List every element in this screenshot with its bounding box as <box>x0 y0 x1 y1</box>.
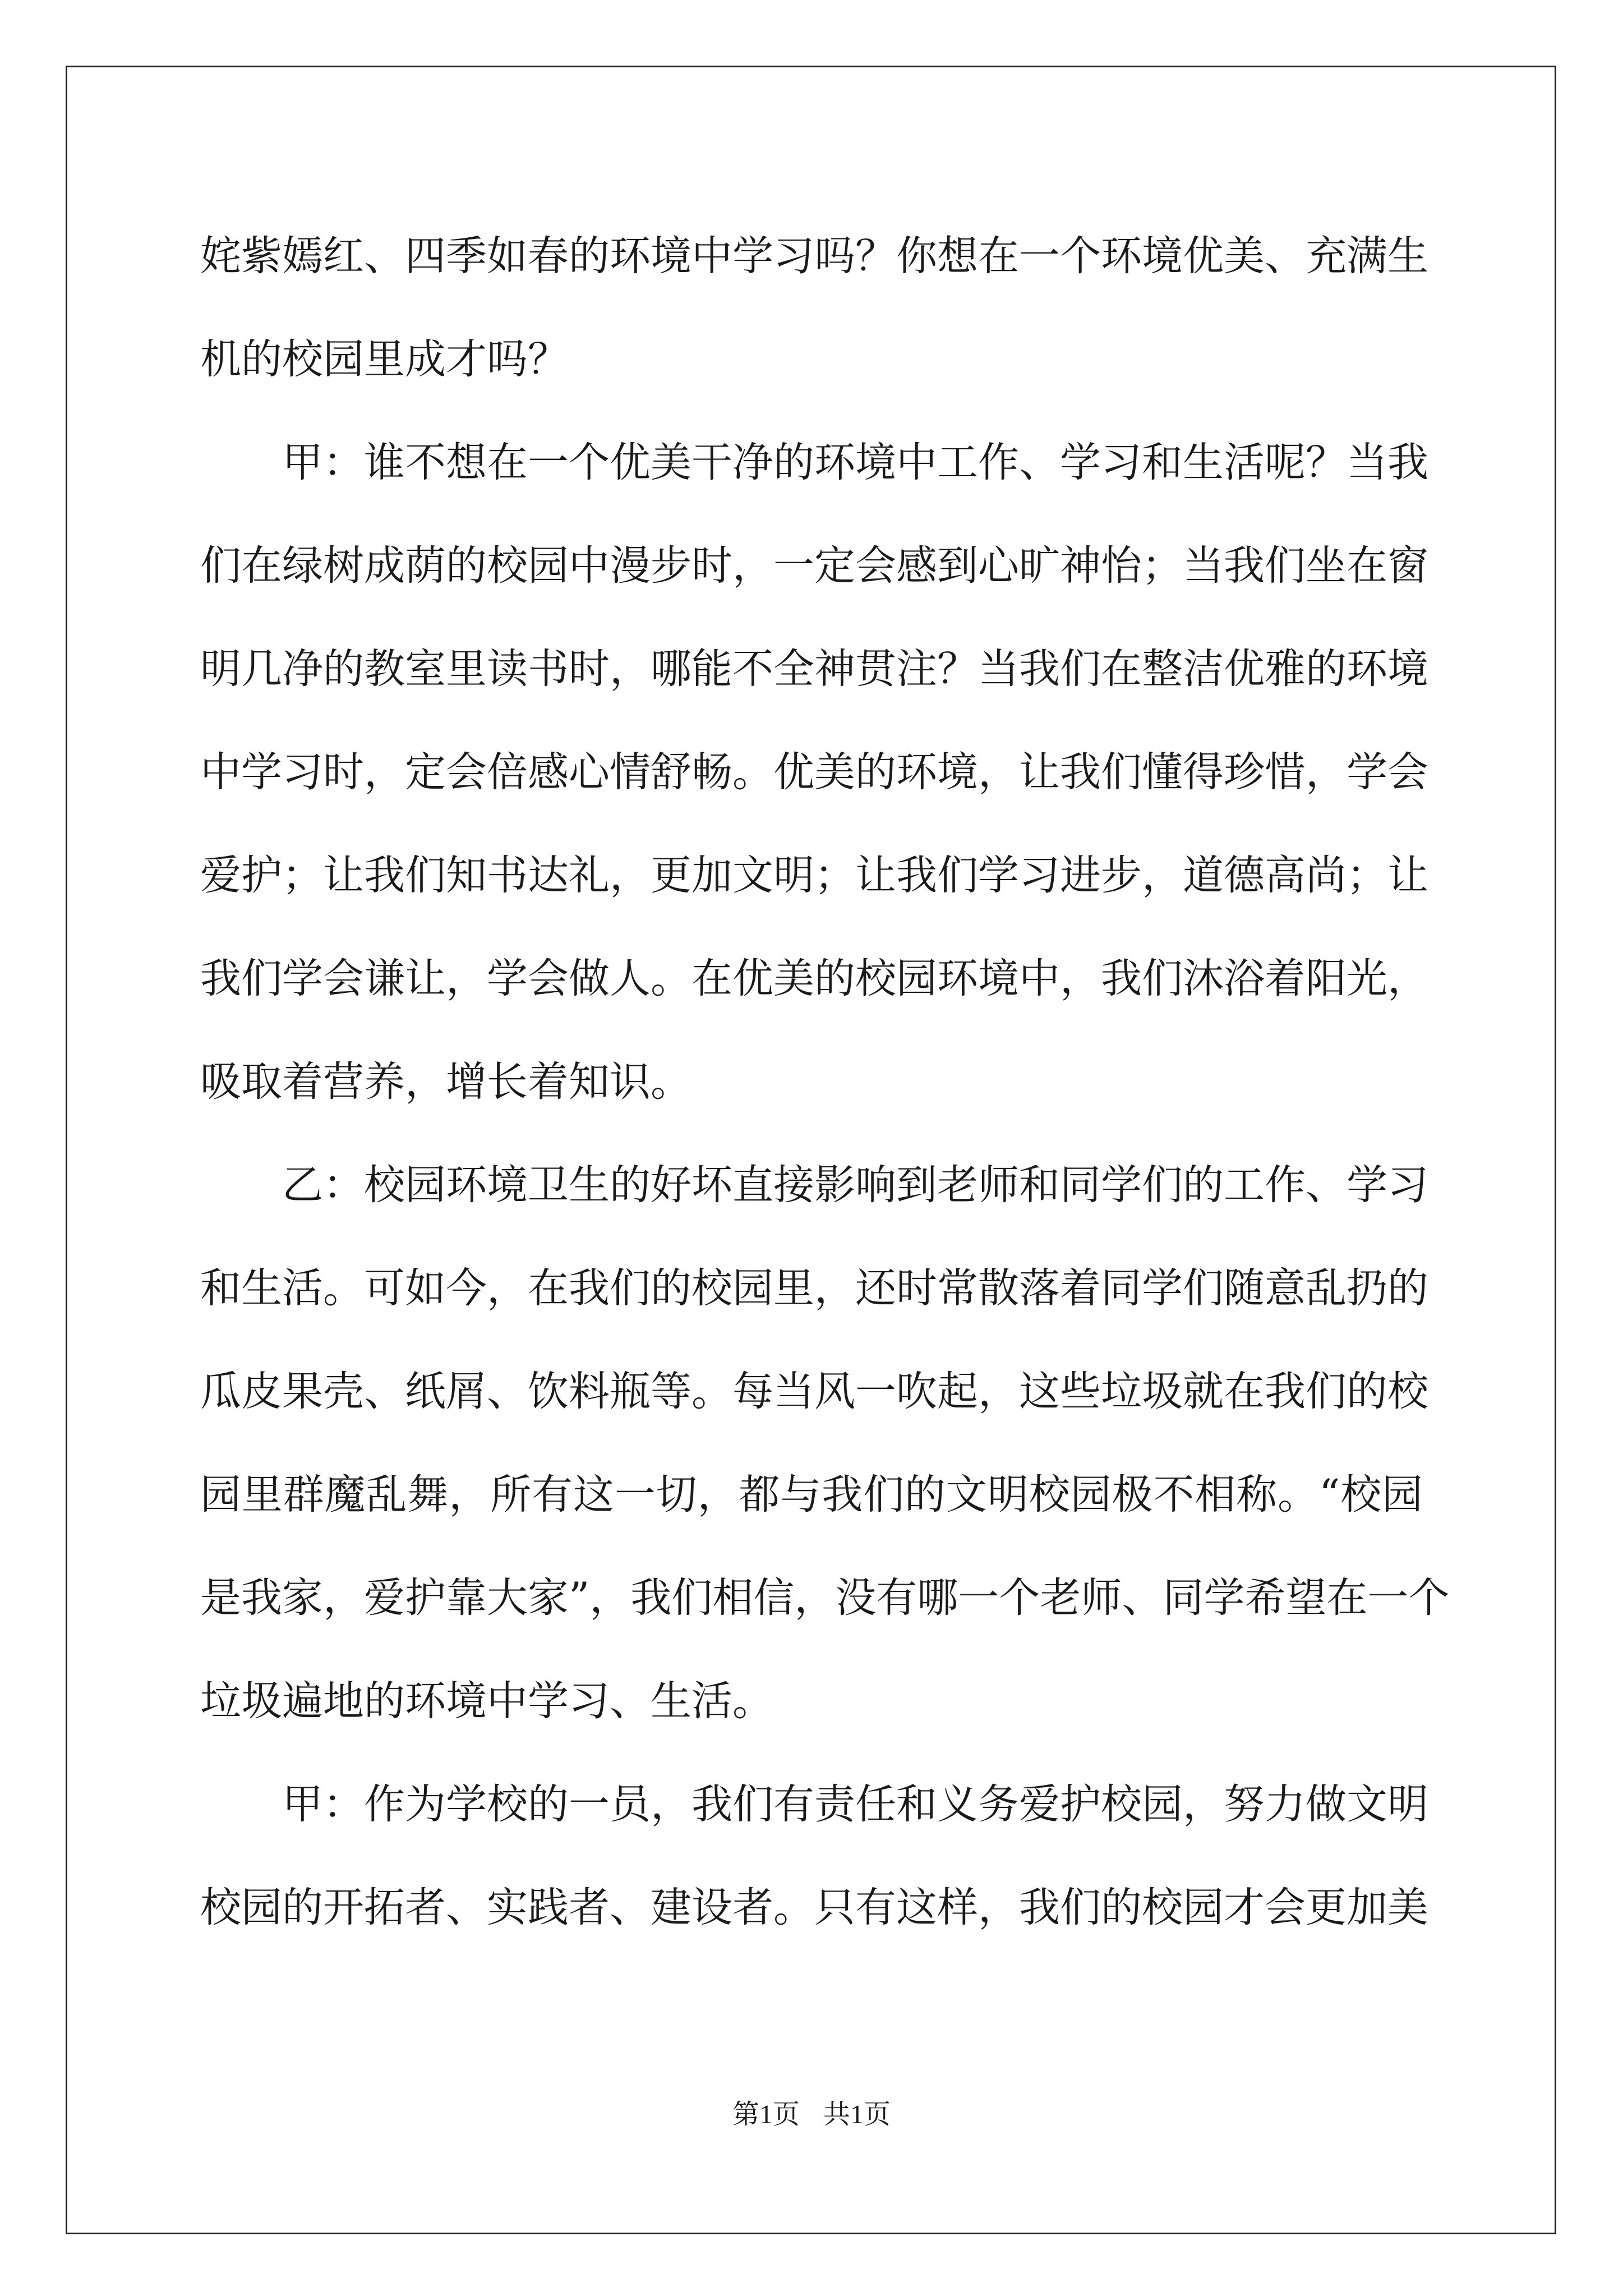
text-line: 甲：作为学校的一员，我们有责任和义务爱护校园，努力做文明 <box>282 1780 1428 1828</box>
text-line: 校园的开拓者、实践者、建设者。只有这样，我们的校园才会更加美 <box>200 1884 1428 1931</box>
page-number: 第1页 <box>732 2100 800 2129</box>
text-line: 我们学会谦让，学会做人。在优美的校园环境中，我们沐浴着阳光， <box>200 955 1428 1002</box>
text-line: 园里群魔乱舞，所有这一切，都与我们的文明校园极不相称。“校园 <box>200 1471 1423 1519</box>
document-body <box>200 205 1450 1959</box>
text-line: 甲：谁不想在一个优美干净的环境中工作、学习和生活呢？当我 <box>282 439 1428 486</box>
text-line: 瓜皮果壳、纸屑、饮料瓶等。每当风一吹起，这些垃圾就在我们的校 <box>200 1368 1428 1415</box>
text-line: 垃圾遍地的环境中学习、生活。 <box>200 1677 773 1725</box>
text-line: 乙：校园环境卫生的好坏直接影响到老师和同学们的工作、学习 <box>282 1161 1428 1209</box>
text-line: 爱护；让我们知书达礼，更加文明；让我们学习进步，道德高尚；让 <box>200 852 1428 899</box>
page-total: 共1页 <box>823 2100 891 2129</box>
text-line: 姹紫嫣红、四季如春的环境中学习吗？你想在一个环境优美、充满生 <box>200 232 1428 280</box>
text-line: 中学习时，定会倍感心情舒畅。优美的环境，让我们懂得珍惜，学会 <box>200 748 1428 796</box>
text-line: 吸取着营养，增长着知识。 <box>200 1058 691 1106</box>
text-line: 和生活。可如今，在我们的校园里，还时常散落着同学们随意乱扔的 <box>200 1264 1428 1312</box>
page-footer <box>0 2092 1623 2131</box>
text-line: 是我家，爱护靠大家”，我们相信，没有哪一个老师、同学希望在一个 <box>200 1574 1450 1622</box>
text-line: 们在绿树成荫的校园中漫步时，一定会感到心旷神怡；当我们坐在窗 <box>200 542 1428 590</box>
text-line: 机的校园里成才吗？ <box>200 335 569 383</box>
text-line: 明几净的教室里读书时，哪能不全神贯注？当我们在整洁优雅的环境 <box>200 645 1428 693</box>
